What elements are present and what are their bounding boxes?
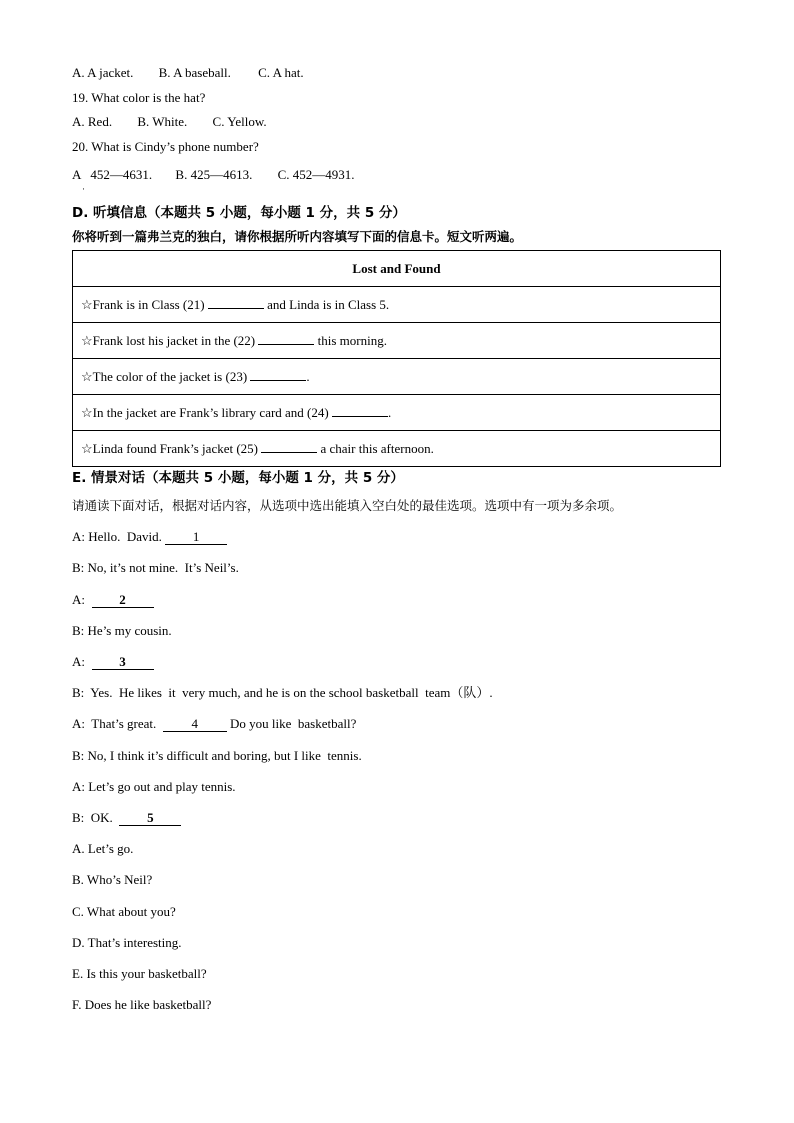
- q20-question: 20. What is Cindy’s phone number?: [72, 139, 259, 154]
- q19-option-a: A. Red.: [72, 114, 113, 129]
- q20-option-c: C. 452—4931.: [277, 167, 355, 182]
- dialogue-blank-2[interactable]: 2: [92, 593, 154, 608]
- row-text-post: .: [387, 404, 392, 420]
- row-text-post: a chair this afternoon.: [317, 440, 434, 456]
- q19-question: 19. What color is the hat?: [72, 90, 206, 105]
- q18-option-b: B. A baseball.: [158, 65, 231, 80]
- row-text-pre: ☆In the jacket are Frank’s library card and (24): [81, 404, 332, 420]
- section-d-instruction: 你将听到一篇弗兰克的独白，请你根据所听内容填写下面的信息卡。短文听两遍。: [72, 229, 523, 244]
- q18-option-a: A. A jacket.: [72, 65, 134, 80]
- dialogue-line-8: B: No, I think it’s difficult and boring, but I like tennis.: [72, 748, 362, 763]
- table-row: [73, 323, 721, 359]
- dialogue-blank-1[interactable]: 1: [165, 530, 227, 545]
- dialogue-line-6: B: Yes. He likes it very much, and he is on the school basketball team（队）.: [72, 685, 493, 700]
- section-e-instruction: 请通读下面对话，根据对话内容，从选项中选出能填入空白处的最佳选项。选项中有一项为多余项。: [72, 498, 623, 513]
- table-row: [73, 431, 721, 467]
- q20-option-a: A 452—4631.: [72, 167, 153, 182]
- row-text-pre: ☆Frank is in Class (21): [81, 296, 208, 312]
- row-text-pre: ☆Frank lost his jacket in the (22): [81, 332, 259, 348]
- table-row: [73, 359, 721, 395]
- table-row: [73, 395, 721, 431]
- row-text-post: this morning.: [314, 332, 387, 348]
- row-text-pre: ☆Linda found Frank’s jacket (25): [81, 440, 262, 456]
- section-e-heading: E. 情景对话（本题共 5 小题，每小题 1 分，共 5 分）: [72, 470, 404, 486]
- q19-option-b: B. White.: [137, 114, 188, 129]
- option-b: B. Who’s Neil?: [72, 872, 153, 887]
- lost-and-found-table: [72, 250, 721, 467]
- answer-blank-22[interactable]: [258, 333, 314, 345]
- q20-options: [72, 167, 355, 183]
- dialogue-line-10: B: OK. 5: [72, 810, 181, 826]
- dialogue-line-5: A: 3: [72, 654, 154, 670]
- dialogue-line-4: B: He’s my cousin.: [72, 623, 172, 638]
- answer-blank-24[interactable]: [332, 405, 388, 417]
- row-text-post: .: [306, 368, 310, 384]
- table-row: [73, 287, 721, 323]
- dialogue-line-3: A: 2: [72, 592, 154, 608]
- row-text-pre: ☆The color of the jacket is (23): [81, 368, 251, 384]
- q18-options: [72, 65, 304, 81]
- dialogue-blank-3[interactable]: 3: [92, 655, 154, 670]
- row-text-post: and Linda is in Class 5.: [263, 296, 390, 312]
- answer-blank-23[interactable]: [250, 369, 306, 381]
- option-f: F. Does he like basketball?: [72, 997, 212, 1012]
- answer-blank-25[interactable]: [261, 441, 317, 453]
- section-d-heading: D. 听填信息（本题共 5 小题，每小题 1 分，共 5 分）: [72, 205, 406, 221]
- option-c: C. What about you?: [72, 904, 176, 919]
- dialogue-line-7: A: That’s great. 4 Do you like basketball?: [72, 716, 357, 731]
- stray-dot: ·: [82, 184, 85, 194]
- dialogue-blank-4[interactable]: 4: [163, 717, 227, 732]
- q20-option-b: B. 425—4613.: [175, 167, 253, 182]
- option-e: E. Is this your basketball?: [72, 966, 207, 981]
- table-title: Lost and Found: [73, 251, 721, 287]
- q19-options: [72, 114, 267, 130]
- dialogue-blank-5[interactable]: 5: [119, 811, 181, 826]
- option-d: D. That’s interesting.: [72, 935, 182, 950]
- dialogue-line-2: B: No, it’s not mine. It’s Neil’s.: [72, 560, 239, 575]
- table-title-row: [73, 251, 721, 287]
- q19-option-c: C. Yellow.: [212, 114, 267, 129]
- option-a: A. Let’s go.: [72, 841, 134, 856]
- q18-option-c: C. A hat.: [258, 65, 304, 80]
- dialogue-line-1: A: Hello. David. 1: [72, 529, 227, 545]
- dialogue-line-9: A: Let’s go out and play tennis.: [72, 779, 236, 794]
- answer-blank-21[interactable]: [208, 297, 264, 309]
